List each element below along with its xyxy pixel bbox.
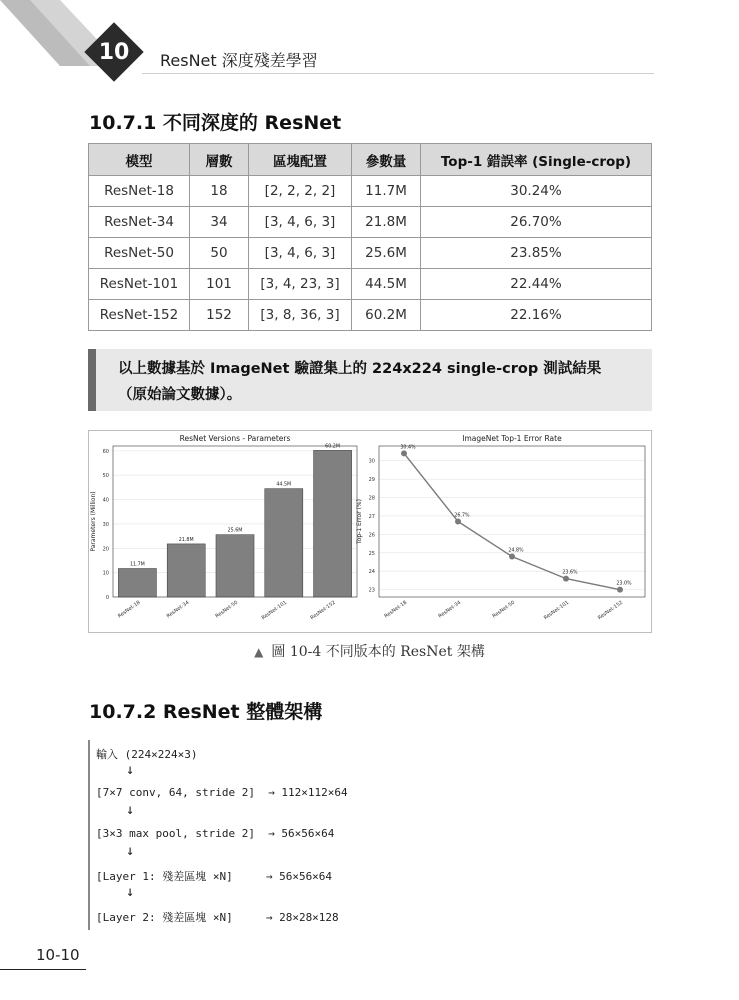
y-tick-label: 23 <box>368 587 375 594</box>
note-callout <box>88 349 652 411</box>
table-cell: ResNet-50 <box>89 238 190 269</box>
table-row <box>89 176 652 207</box>
down-arrow-icon: ↓ <box>126 884 135 900</box>
data-point <box>617 587 623 593</box>
page-number: 10-10 <box>36 946 80 964</box>
bar <box>265 489 303 597</box>
figure-caption <box>0 641 739 661</box>
table-header-row <box>89 144 652 176</box>
series-line <box>404 453 620 589</box>
y-tick-label: 29 <box>368 477 375 484</box>
data-label: 60.2M <box>325 444 341 450</box>
table-cell: 21.8M <box>352 207 421 238</box>
data-label: 25.6M <box>227 528 243 534</box>
table-cell: 18 <box>190 176 249 207</box>
data-label: 30.4% <box>400 445 416 451</box>
chart-title: ResNet Versions - Parameters <box>179 434 291 443</box>
code-line: [7×7 conv, 64, stride 2] → 112×112×64 <box>96 786 348 799</box>
x-tick-label: ResNet-18 <box>116 599 142 620</box>
chapter-number: 10 <box>98 39 130 65</box>
architecture-code-block <box>88 740 652 930</box>
section-title-10-7-1: 10.7.1 不同深度的 ResNet <box>89 112 342 134</box>
table-row <box>89 238 652 269</box>
down-arrow-icon: ↓ <box>126 762 135 778</box>
code-line: [3×3 max pool, stride 2] → 56×56×64 <box>96 827 335 840</box>
table-cell: 50 <box>190 238 249 269</box>
note-line: （原始論文數據）。 <box>118 387 242 403</box>
data-label: 21.8M <box>178 537 194 543</box>
chapter-title: ResNet 深度殘差學習 <box>160 51 318 70</box>
y-tick-label: 20 <box>102 546 109 553</box>
table-row <box>89 269 652 300</box>
y-tick-label: 28 <box>368 495 375 502</box>
table-cell: 60.2M <box>352 300 421 331</box>
table-cell: 26.70% <box>421 207 652 238</box>
x-tick-label: ResNet-101 <box>260 599 288 622</box>
table-cell: 25.6M <box>352 238 421 269</box>
bar <box>167 544 205 597</box>
table-row <box>89 300 652 331</box>
bar <box>118 569 156 597</box>
table-header-cell: 參數量 <box>352 144 421 176</box>
resnet-charts <box>89 431 651 632</box>
table-cell: 44.5M <box>352 269 421 300</box>
y-tick-label: 30 <box>102 521 109 528</box>
data-label: 23.6% <box>562 570 578 576</box>
chart-title: ImageNet Top-1 Error Rate <box>462 434 562 443</box>
table-cell: 22.16% <box>421 300 652 331</box>
x-tick-label: ResNet-18 <box>383 599 409 620</box>
code-line: [Layer 1: 殘差區塊 ×N] → 56×56×64 <box>96 870 333 883</box>
x-tick-label: ResNet-34 <box>437 599 463 620</box>
y-tick-label: 30 <box>368 458 375 465</box>
y-tick-label: 24 <box>368 569 375 576</box>
y-tick-label: 40 <box>102 497 109 504</box>
table-row <box>89 207 652 238</box>
table-cell: 11.7M <box>352 176 421 207</box>
table-cell: 23.85% <box>421 238 652 269</box>
x-tick-label: ResNet-152 <box>596 599 625 622</box>
x-tick-label: ResNet-50 <box>491 599 517 620</box>
note-line: 以上數據基於 ImageNet 驗證集上的 224x224 single-crop 測試結果 <box>118 361 602 377</box>
data-point <box>455 519 461 525</box>
data-point <box>509 553 515 559</box>
code-line: 輸入 (224×224×3) <box>96 748 198 761</box>
x-tick-label: ResNet-101 <box>542 599 571 622</box>
table-cell: 22.44% <box>421 269 652 300</box>
section-title-10-7-2: 10.7.2 ResNet 整體架構 <box>89 701 323 723</box>
y-tick-label: 0 <box>105 595 109 601</box>
data-label: 24.8% <box>508 548 524 554</box>
y-tick-label: 26 <box>368 532 375 539</box>
table-header-cell: 模型 <box>89 144 190 176</box>
figure-frame <box>88 430 652 633</box>
table-cell: 30.24% <box>421 176 652 207</box>
table-header-cell: 層數 <box>190 144 249 176</box>
caption-text: 圖 10-4 不同版本的 ResNet 架構 <box>271 644 485 660</box>
footer-divider <box>0 969 86 970</box>
plot-frame <box>379 446 645 597</box>
x-tick-label: ResNet-50 <box>214 599 240 620</box>
table-cell: 34 <box>190 207 249 238</box>
code-line: [Layer 2: 殘差區塊 ×N] → 28×28×128 <box>96 911 339 924</box>
resnet-comparison-table <box>88 143 652 331</box>
data-label: 23.0% <box>616 581 632 587</box>
data-label: 11.7M <box>129 562 145 568</box>
bar <box>314 450 352 597</box>
table-cell: [2, 2, 2, 2] <box>249 176 352 207</box>
chapter-badge <box>85 23 143 81</box>
down-arrow-icon: ↓ <box>126 802 135 818</box>
y-tick-label: 27 <box>368 513 375 520</box>
caption-marker-icon: ▲ <box>254 645 264 659</box>
down-arrow-icon: ↓ <box>126 843 135 859</box>
data-point <box>401 450 407 456</box>
table-cell: [3, 4, 6, 3] <box>249 207 352 238</box>
table-cell: ResNet-152 <box>89 300 190 331</box>
table-cell: 101 <box>190 269 249 300</box>
table-cell: ResNet-101 <box>89 269 190 300</box>
header-divider <box>142 73 654 74</box>
data-label: 44.5M <box>276 482 292 488</box>
x-tick-label: ResNet-152 <box>309 599 337 622</box>
y-tick-label: 25 <box>368 550 375 557</box>
bar <box>216 535 254 597</box>
x-tick-label: ResNet-34 <box>165 599 191 620</box>
data-label: 26.7% <box>454 513 470 519</box>
y-tick-label: 60 <box>102 448 109 455</box>
table-header-cell: 區塊配置 <box>249 144 352 176</box>
table-cell: [3, 4, 6, 3] <box>249 238 352 269</box>
table-cell: ResNet-18 <box>89 176 190 207</box>
y-tick-label: 50 <box>102 473 109 480</box>
data-point <box>563 576 569 582</box>
y-axis-label: Parameters (Million) <box>90 491 97 552</box>
table-cell: [3, 8, 36, 3] <box>249 300 352 331</box>
table-cell: 152 <box>190 300 249 331</box>
table-header-cell: Top-1 錯誤率 (Single-crop) <box>421 144 652 176</box>
y-axis-label: Top-1 Error (%) <box>356 499 363 544</box>
table-cell: ResNet-34 <box>89 207 190 238</box>
table-cell: [3, 4, 23, 3] <box>249 269 352 300</box>
y-tick-label: 10 <box>102 570 109 577</box>
